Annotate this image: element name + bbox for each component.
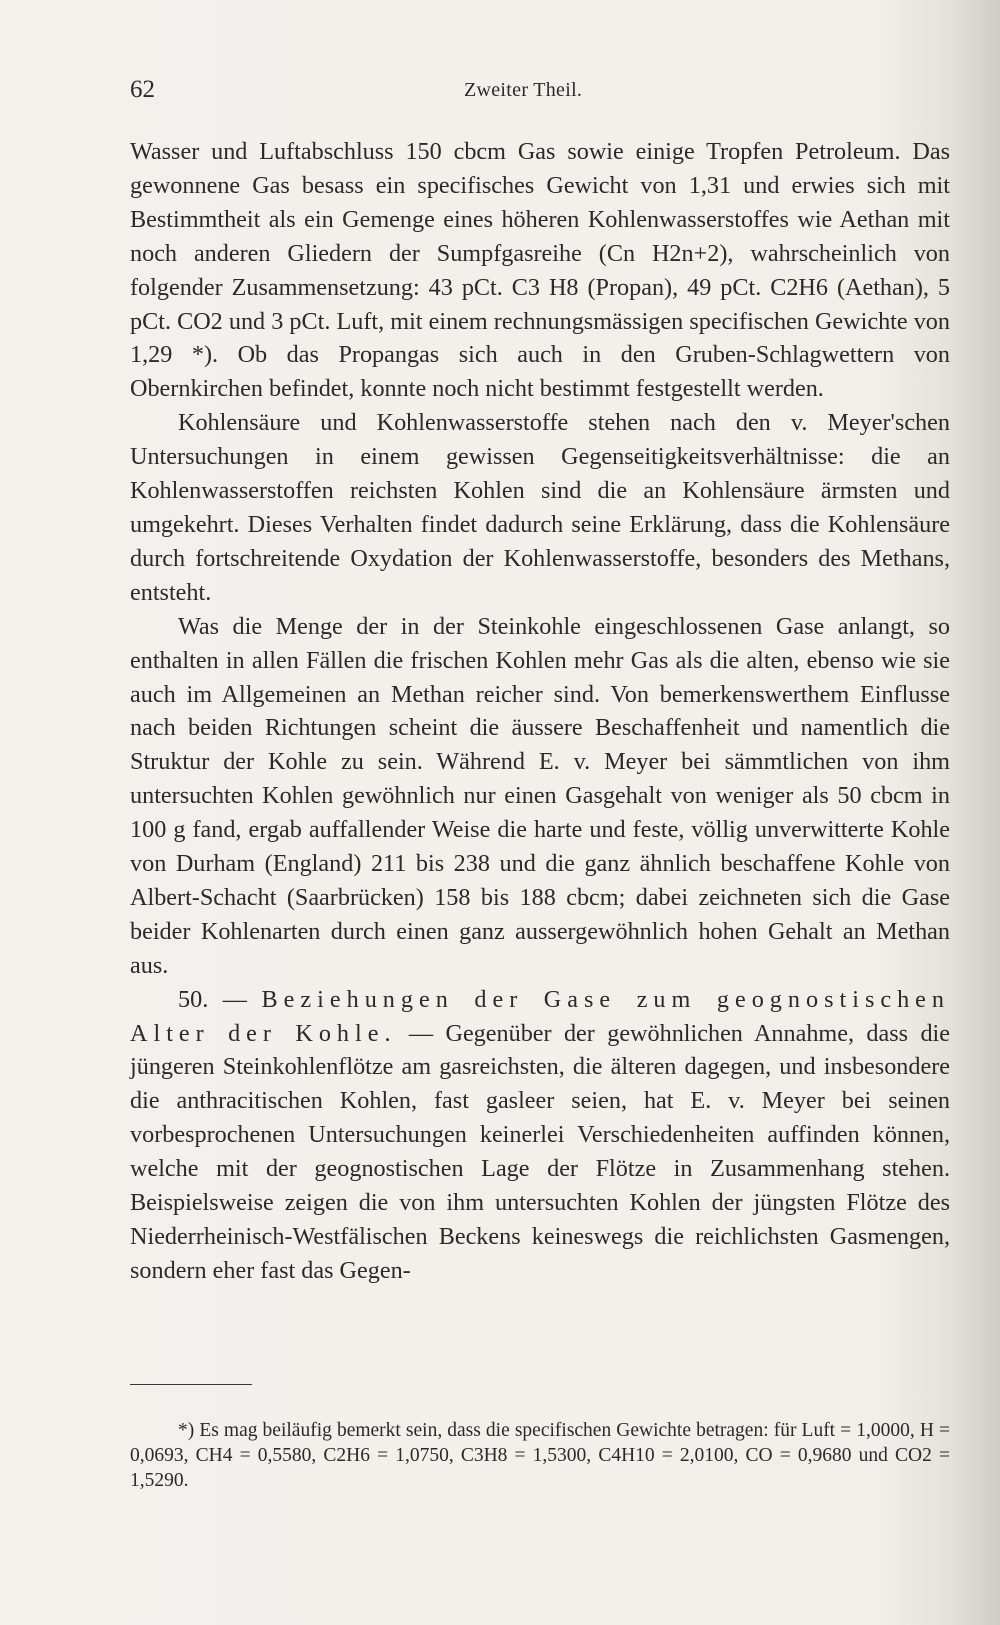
footnote-divider [130,1384,252,1385]
footnote [130,1418,950,1493]
main-text [130,135,950,1288]
section-50 [130,983,950,1288]
footnote-text: *) Es mag beiläufig bemerkt sein, dass die specifischen Gewichte betragen: für Luft = 1,0000, H = 0,0693, CH4 = 0,5580, C2H6 = 1,0750, C3H8 = 1,5300, C4H10 = 2,0100, CO = 0,9680 und CO2 = 1,5290. [130,1420,950,1491]
page-number: 62 [130,76,155,103]
paragraph-kohlensaeure: Kohlensäure und Kohlenwasserstoffe stehen nach den v. Meyer'schen Untersuchungen in einem gewissen Gegenseitigkeitsverhältnisse: die an Kohlenwasserstoffen reichsten Kohlen sind die an Kohlensäure ärmsten und umgekehrt. Dieses Verhalten findet dadurch seine Erklärung, dass die Kohlensäure durch fortschreitende Oxydation der Kohlenwasserstoffe, besonders des Methans, entsteht. [130,409,950,606]
section-number: 50. [178,985,209,1013]
paragraph-continued: Wasser und Luftabschluss 150 cbcm Gas sowie einige Tropfen Petroleum. Das gewonnene Gas besass ein specifisches Gewicht von 1,31 und erwies sich mit Bestimmtheit als ein Gemenge eines höheren Kohlenwasserstoffes wie Aethan mit noch anderen Gliedern der Sumpfgasreihe (Cn H2n+2), wahrscheinlich von folgender Zusammensetzung: 43 pCt. C3 H8 (Propan), 49 pCt. C2H6 (Aethan), 5 pCt. CO2 und 3 pCt. Luft, mit einem rechnungsmässigen specifischen Gewichte von 1,29 *). Ob das Propangas sich auch in den Gruben-Schlagwettern von Obernkirchen befindet, konnte noch nicht bestimmt festgestellt werden. [130,138,950,403]
section-text: — Gegenüber der gewöhnlichen Annahme, dass die jüngeren Steinkohlenflötze am gasreichsten, die älteren dagegen, und insbesondere die anthracitischen Kohlen, fast gasleer seien, hat E. v. Meyer bei seinen vorbesprochenen Untersuchungen keinerlei Verschiedenheiten auffinden können, welche mit der geognostischen Lage der Flötze in Zusammenhang stehen. Beispielsweise zeigen die von ihm untersuchten Kohlen der jüngsten Flötze des Niederrheinisch-Westfälischen Beckens keineswegs die reichlichsten Gasmengen, sondern eher fast das Gegen- [130,1019,950,1284]
page-header [130,76,950,116]
section-dash: — [222,985,247,1013]
running-title: Zweiter Theil. [464,79,583,101]
section-heading: Beziehungen der Gase zum geognostischen Alter der Kohle. [130,985,951,1047]
paragraph-gasmenge: Was die Menge der in der Steinkohle eingeschlossenen Gase anlangt, so enthalten in allen Fällen die frischen Kohlen mehr Gas als die alten, ebenso wie sie auch im Allgemeinen an Methan reicher sind. Von bemerkenswerthem Einflusse nach beiden Richtungen scheint die äussere Beschaffenheit und namentlich die Struktur der Kohle zu sein. Während E. v. Meyer bei sämmtlichen von ihm untersuchten Kohlen gewöhnlich nur einen Gasgehalt von weniger als 50 cbcm in 100 g fand, ergab auffallender Weise die harte und feste, völlig unverwitterte Kohle von Durham (England) 211 bis 238 und die ganz ähnlich beschaffene Kohle von Albert-Schacht (Saarbrücken) 158 bis 188 cbcm; dabei zeichneten sich die Gase beider Kohlenarten durch einen ganz aussergewöhnlich hohen Gehalt an Methan aus. [130,612,950,979]
